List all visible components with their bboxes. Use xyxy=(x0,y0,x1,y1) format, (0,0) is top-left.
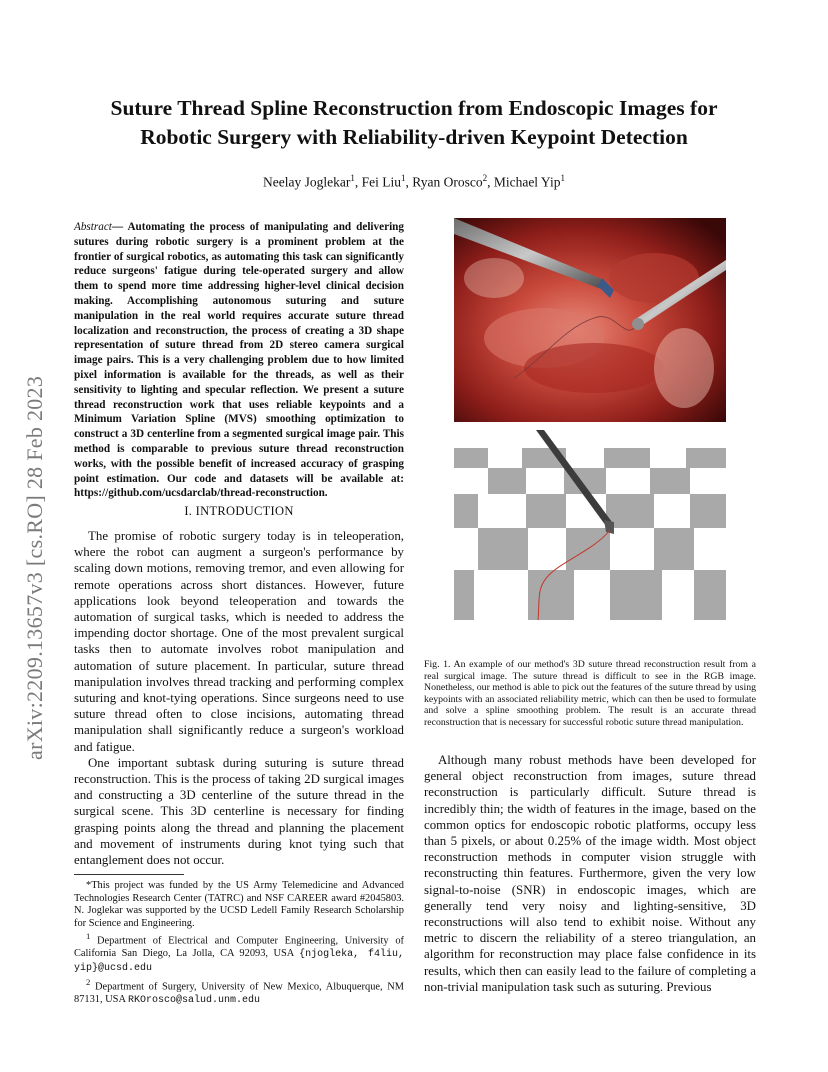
footnote-rule xyxy=(74,874,184,875)
author-name: Michael Yip xyxy=(493,174,561,190)
footnote-1-text: Department of Electrical and Computer Engineering, University of California San Diego, La Jolla, CA 92093, USA xyxy=(74,935,404,960)
author-name: Ryan Orosco xyxy=(412,174,483,190)
footnote-1-email[interactable]: {njogleka, f4liu, yip}@ucsd.edu xyxy=(74,949,404,975)
title-line-1: Suture Thread Spline Reconstruction from Endoscopic Images for xyxy=(110,96,718,120)
right-paragraph-1: Although many robust methods have been developed for general object reconstruction from images, suture thread reconstruction is particularly difficult. Suture thread is incredibly thin; the width of features in the image, based on the common optics for endoscopic robotic platforms, occupy less than 5 pixels, or about 0.25% of the image width. Most object reconstruction methods in computer vision struggle with reconstructing thin features. Furthermore, given the very low signal-to-noise (SNR) in endoscopic images, which are generally tend very noisy and lighting-sensitive, 3D reconstructions will also tend to exhibit noise. Without any metric to discern the reliability of a stereo triangulation, an algorithm for reconstruction may place false confidence in its results, which then can easily lead to the failure of completing a non-trivial manipulation task such as suturing. Previous xyxy=(424,753,756,994)
author-affiliation: 1 xyxy=(560,173,565,183)
footnote-1: $^1$ Department of Electrical and Computer Engineering, University of California San Diego, La Jolla, CA 92093, USA {njogleka, f4liu, yip}@ucsd.edu xyxy=(74,931,404,975)
intro-paragraph-1: The promise of robotic surgery today is in teleoperation, where the robot can augment a surgeon's performance by scaling down motions, removing tremor, and even allowing for remote operations across short distances. However, future applications look beyond teleoperation and towards the automation of surgical tasks, which is needed to address the impending doctor shortage. One of the most prevalent surgical tasks then to automate involves robot manipulation and automation of suture placement. In particular, suture thread manipulation involves thread tracking and performing complex suturing and knot-tying operations. Since surgeons need to use suture thread often to close incisions, automating thread manipulation shall significantly reduce a surgeon's workload and fatigue. xyxy=(74,529,404,754)
reconstruction-render xyxy=(454,430,726,640)
arxiv-stamp: arXiv:2209.13657v3 [cs.RO] 28 Feb 2023 xyxy=(22,375,47,760)
author-affiliation: 1 xyxy=(401,173,406,183)
right-column-body xyxy=(424,752,756,995)
footnote-2: $^2$ Department of Surgery, University of New Mexico, Albuquerque, NM 87131, USA RKOrosco@salud.unm.edu xyxy=(74,976,404,1006)
author-affiliation: 1 xyxy=(350,173,355,183)
surgical-image xyxy=(454,218,726,422)
abstract-label: Abstract xyxy=(74,221,112,233)
paper-title xyxy=(60,94,768,152)
figure-caption: Fig. 1. An example of our method's 3D suture thread reconstruction result from a real surgical image. The suture thread is difficult to see in the RGB image. Nonetheless, our method is able to pick out the features of the suture thread by using keypoints with an associated reliability metric, which can then be used to formulate and solve a spline smoothing problem. The result is an accurate thread reconstruction that is necessary for successful robotic suture thread manipulation. xyxy=(424,659,756,728)
author-affiliation: 2 xyxy=(482,173,488,183)
footnote-2-email[interactable]: RKOrosco@salud.unm.edu xyxy=(128,994,261,1006)
author-list: Neelay Joglekar$^1$, Fei Liu$^1$, Ryan Orosco$^2$, Michael Yip$^1$ xyxy=(263,173,565,190)
intro-body xyxy=(74,528,404,868)
title-line-2: Robotic Surgery with Reliability-driven Keypoint Detection xyxy=(140,125,688,149)
footnote-funding: *This project was funded by the US Army Telemedicine and Advanced Technologies Research Center (TATRC) and NSF CAREER award #2045803. N. Joglekar was supported by the UCSD Ledell Family Research Scholarship for Science and Engineering. xyxy=(74,880,404,929)
intro-paragraph-2: One important subtask during suturing is suture thread reconstruction. This is the process of taking 2D surgical images and constructing a 3D centerline of the suture thread in the surgical scene. This 3D centerline is necessary for finding grasping points along the thread and planning the placement and movement of instruments during knot tying such that entanglement does not occur. xyxy=(74,755,404,868)
abstract xyxy=(74,220,404,501)
footnotes xyxy=(74,880,404,1007)
figure-1 xyxy=(454,218,726,640)
footnote-2-text: Department of Surgery, University of New Mexico, Albuquerque, NM 87131, USA xyxy=(74,981,404,1005)
author-name: Fei Liu xyxy=(361,174,401,190)
section-heading: I. INTRODUCTION xyxy=(184,504,294,518)
abstract-text: — Automating the process of manipulating and delivering sutures during robotic surgery is a prominent problem at the frontier of surgical robotics, as automating this task can significantly reduce surgeons' fatigue during tele-operated surgery and allow them to spend more time addressing higher-level clinical decision making. Accomplishing autonomous suturing and suture manipulation in the real world requires accurate suture thread localization and reconstruction, the process of creating a 3D shape representation of suture thread from 2D stereo camera surgical image pairs. This is a very challenging problem due to how limited pixel information is available for the threads, as well as their sensitivity to lighting and specular reflection. We present a suture thread reconstruction work that uses reliable keypoints and a Minimum Variation Spline (MVS) smoothing optimization to construct a 3D centerline from a segmented surgical image pair. This method is comparable to previous suture thread reconstruction works, with the possible benefit of increased accuracy of grasping point estimation. Our code and datasets will be available at: https://github.com/ucsdarclab/thread-reconstruction. xyxy=(74,221,404,500)
author-name: Neelay Joglekar xyxy=(263,174,351,190)
